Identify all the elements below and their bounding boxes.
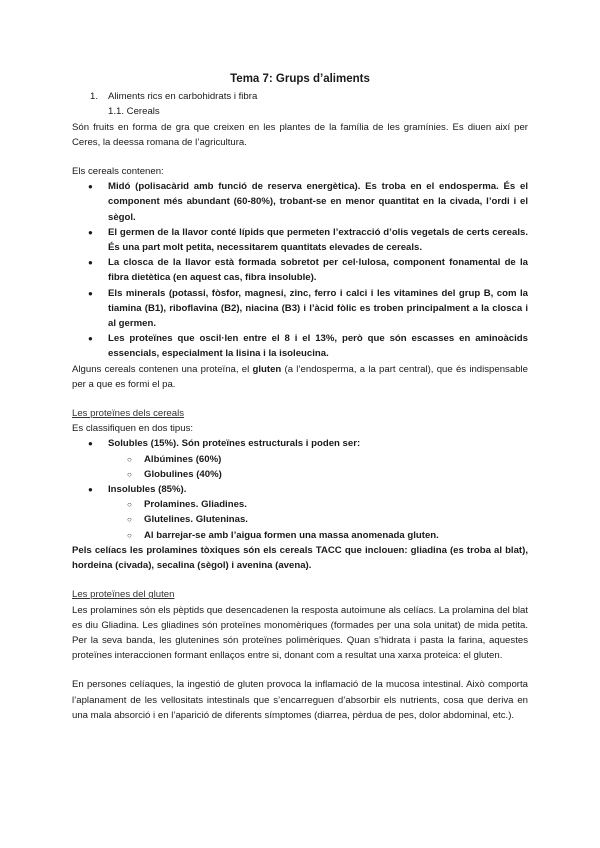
list-item: ● Insolubles (85%). ○ Prolamines. Gliadines. ○ Glutelines. Gluteninas. ○ Al barrejar-se amb l’aigua formen una massa anomenada gluten. — [72, 482, 528, 543]
list-item: ○ Al barrejar-se amb l’aigua formen una massa anomenada gluten. — [72, 528, 528, 543]
section-gluten-proteins-title: Les proteïnes del gluten — [72, 589, 175, 601]
protein-types-list — [72, 436, 528, 542]
list-item: ○ Globulines (40%) — [72, 467, 528, 482]
gluten-proteins-paragraph: Les prolamines són els pèptids que desencadenen la resposta autoimune als celíacs. La prolamina del blat es diu Gliadina. Les gliadines són proteïnes monomèriques (formades per una sola unitat) de mida petita. Per la seva banda, les glutenines són proteïnes polimèriques. Quan s’hidrata i pasta la farina, aquestes proteïnes interaccionen formant enllaços entre si, donant com a resultat una xarxa proteica: el gluten. — [72, 604, 528, 662]
intro-paragraph: Són fruits en forma de gra que creixen en les plantes de la família de les gramínies. Es diuen així per Ceres, la deessa romana de l’agricultura. — [72, 121, 528, 148]
list-item: ● Les proteïnes que oscil·len entre el 8 i el 13%, però que són escasses en aminoàcids essencials, especialment la lisina i la isoleucina. — [72, 331, 528, 361]
insoluble-sublist — [72, 497, 528, 543]
page-title: Tema 7: Grups d’aliments — [230, 73, 370, 85]
section-cereal-proteins-title: Les proteïnes dels cereals — [72, 408, 184, 420]
gluten-paragraph: Alguns cereals contenen una proteïna, el gluten (a l’endosperma, a la part central), que és indispensable per a que es formi el pa. — [72, 363, 528, 390]
list-item: ● El germen de la llavor conté lípids que permeten l’extracció d’olis vegetals de certs cereals. És una part molt petita, necessitarem quantitats elevades de cereals. — [72, 225, 528, 255]
list-item: ○ Albúmines (60%) — [72, 452, 528, 467]
heading-1-text: Aliments rics en carbohidrats i fibra — [108, 91, 258, 103]
list-item: ● Els minerals (potassi, fòsfor, magnesi, zinc, ferro i calci i les vitamines del grup B, com la tiamina (B1), riboflavina (B2), niacina (B3) i l’àcid fòlic es troben principalment a la closca i al germen. — [72, 286, 528, 332]
document-page — [72, 72, 528, 723]
soluble-sublist — [72, 452, 528, 482]
classify-line: Es classifiquen en dos tipus: — [72, 423, 194, 435]
celiac-paragraph: Pels celíacs les prolamines tòxiques són els cereals TACC que inclouen: gliadina (es troba al blat), hordeina (civada), secalina (sègol) i avenina (avena). — [72, 544, 528, 572]
list-item: ● La closca de la llavor està formada sobretot per cel·lulosa, component fonamental de la fibra dietètica (en aquest cas, fibra insoluble). — [72, 255, 528, 285]
list-item: ● Solubles (15%). Són proteïnes estructurals i poden ser: ○ Albúmines (60%) ○ Globulines (40%) — [72, 436, 528, 482]
list-item: ○ Glutelines. Gluteninas. — [72, 512, 528, 527]
list-item: ○ Prolamines. Gliadines. — [72, 497, 528, 512]
heading-1-number: 1. — [90, 91, 99, 103]
heading-1 — [90, 89, 528, 104]
list-item: ● Midó (polisacàrid amb funció de reserva energètica). Es troba en el endosperma. És el component més abundant (60-80%), trobant-se en menor quantitat en la civada, l’ordi i el sègol. — [72, 179, 528, 225]
contains-list — [72, 179, 528, 361]
heading-2: 1.1. Cereals — [108, 106, 160, 118]
celiac-effects-paragraph: En persones celíaques, la ingestió de gluten provoca la inflamació de la mucosa intestinal. Això comporta l’aplanament de les vellositats intestinals que s’encarreguen d’absorbir els nutrients, cosa que deriva en una mala absorció i en l’aparició de diferents símptomes (diarrea, pèrdua de pes, dolor abdominal, etc.). — [72, 679, 528, 721]
contains-label: Els cereals contenen: — [72, 166, 164, 178]
